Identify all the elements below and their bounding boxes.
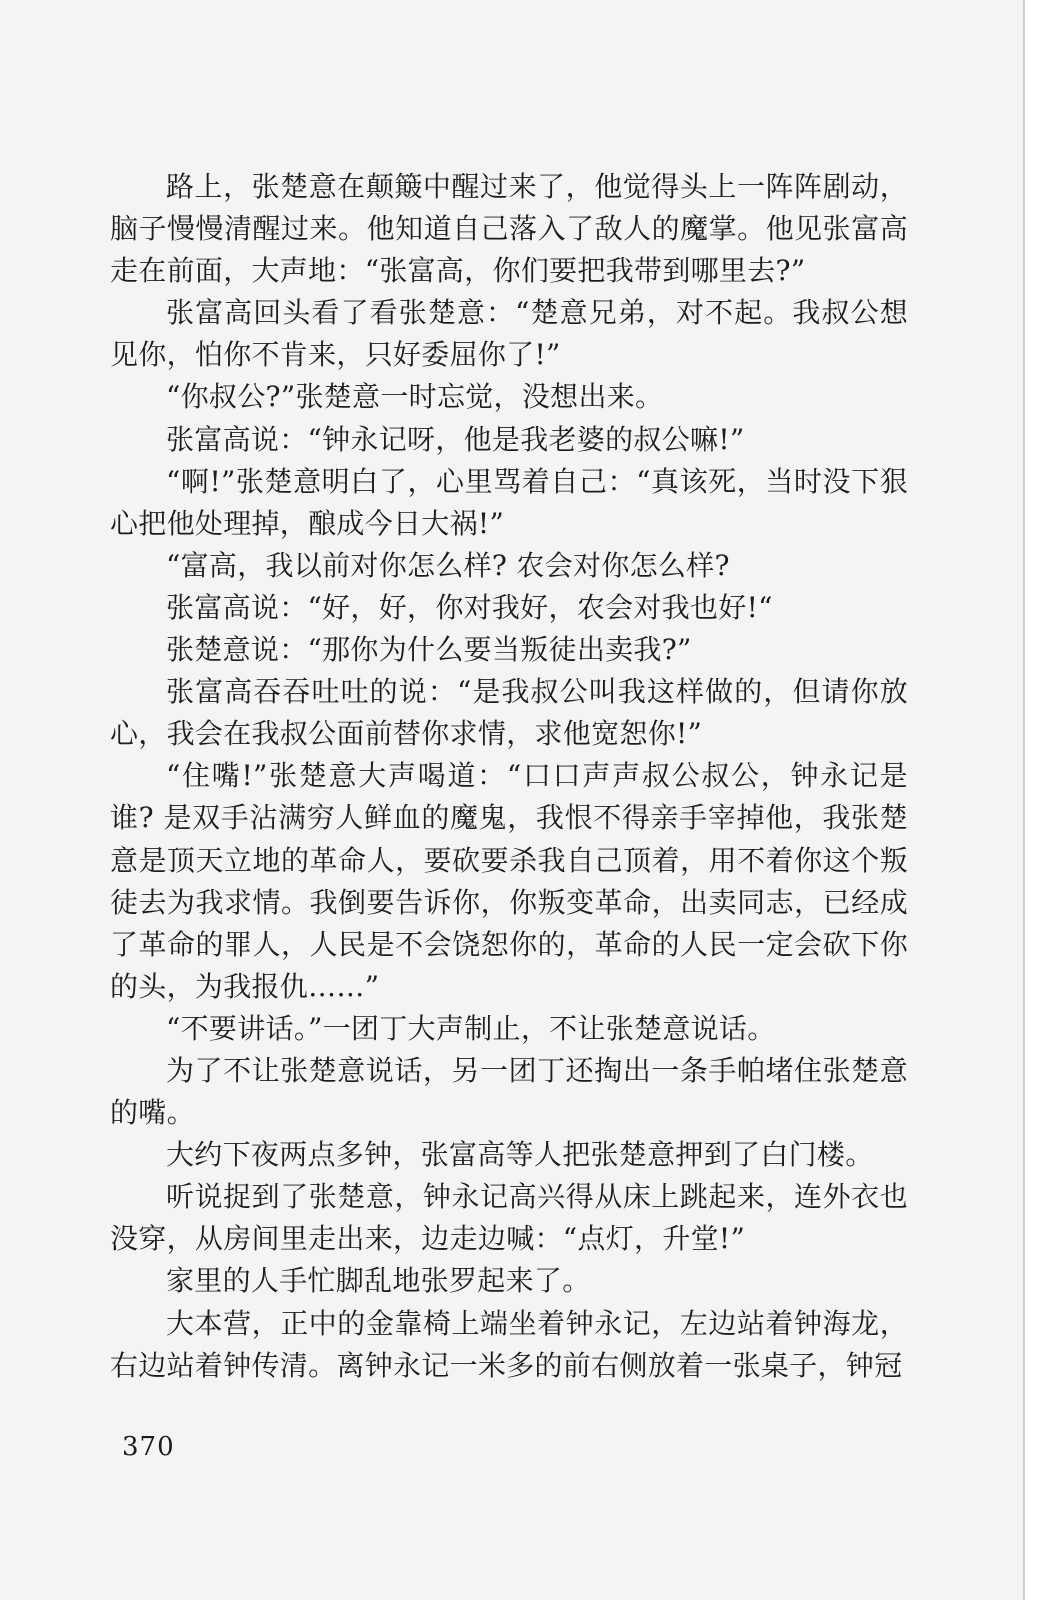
paragraph-12: 为了不让张楚意说话，另一团丁还掏出一条手帕堵住张楚意的嘴。	[110, 1053, 908, 1130]
paragraph-11: “不要讲话。”一团丁大声制止，不让张楚意说话。	[166, 1011, 776, 1045]
paragraph-3: “你叔公?”张楚意一时忘觉，没想出来。	[166, 380, 664, 414]
paragraph-16: 大本营，正中的金靠椅上端坐着钟永记，左边站着钟海龙，右边站着钟传清。离钟永记一米多的前右侧放着一张桌子，钟冠	[110, 1306, 908, 1382]
paragraph-9: 张富高吞吞吐吐的说：“是我叔公叫我这样做的，但请你放心，我会在我叔公面前替你求情，求他宽恕你!”	[110, 675, 908, 751]
paragraph-10: “住嘴!”张楚意大声喝道：“口口声声叔公叔公，钟永记是谁? 是双手沾满穷人鲜血的魔鬼，我恨不得亲手宰掉他，我张楚意是顶天立地的革命人，要砍要杀我自己顶着，用不着你这个叛徒去为我求情。我倒要告诉你，你叛变革命，出卖同志，已经成了革命的罪人，人民是不会饶恕你的，革命的人民一定会砍下你的头，为我报仇……”	[110, 759, 908, 1003]
paragraph-7: 张富高说：“好，好，你对我好，农会对我也好!“	[166, 590, 773, 624]
page-edge	[1023, 0, 1041, 1600]
text-body	[110, 166, 908, 1387]
paragraph-13: 大约下夜两点多钟，张富高等人把张楚意押到了白门楼。	[166, 1138, 874, 1172]
page-number: 370	[122, 1432, 175, 1462]
paragraph-5: “啊!”张楚意明白了，心里骂着自己：“真该死，当时没下狠心把他处理掉，酿成今日大祸!”	[110, 464, 908, 540]
paragraph-14: 听说捉到了张楚意，钟永记高兴得从床上跳起来，连外衣也没穿，从房间里走出来，边走边喊：“点灯，升堂!”	[110, 1180, 908, 1256]
paragraph-2: 张富高回头看了看张楚意：“楚意兄弟，对不起。我叔公想见你，怕你不肯来，只好委屈你了!”	[110, 296, 908, 372]
paragraph-4: 张富高说：“钟永记呀，他是我老婆的叔公嘛!”	[166, 422, 745, 456]
paragraph-8: 张楚意说：“那你为什么要当叛徒出卖我?”	[166, 633, 692, 667]
paragraph-6: “富高，我以前对你怎么样? 农会对你怎么样?	[166, 548, 730, 582]
paragraph-1: 路上，张楚意在颠簸中醒过来了，他觉得头上一阵阵剧动，脑子慢慢清醒过来。他知道自己落入了敌人的魔掌。他见张富高走在前面，大声地：“张富高，你们要把我带到哪里去?”	[110, 170, 908, 288]
paragraph-15: 家里的人手忙脚乱地张罗起来了。	[166, 1264, 591, 1298]
